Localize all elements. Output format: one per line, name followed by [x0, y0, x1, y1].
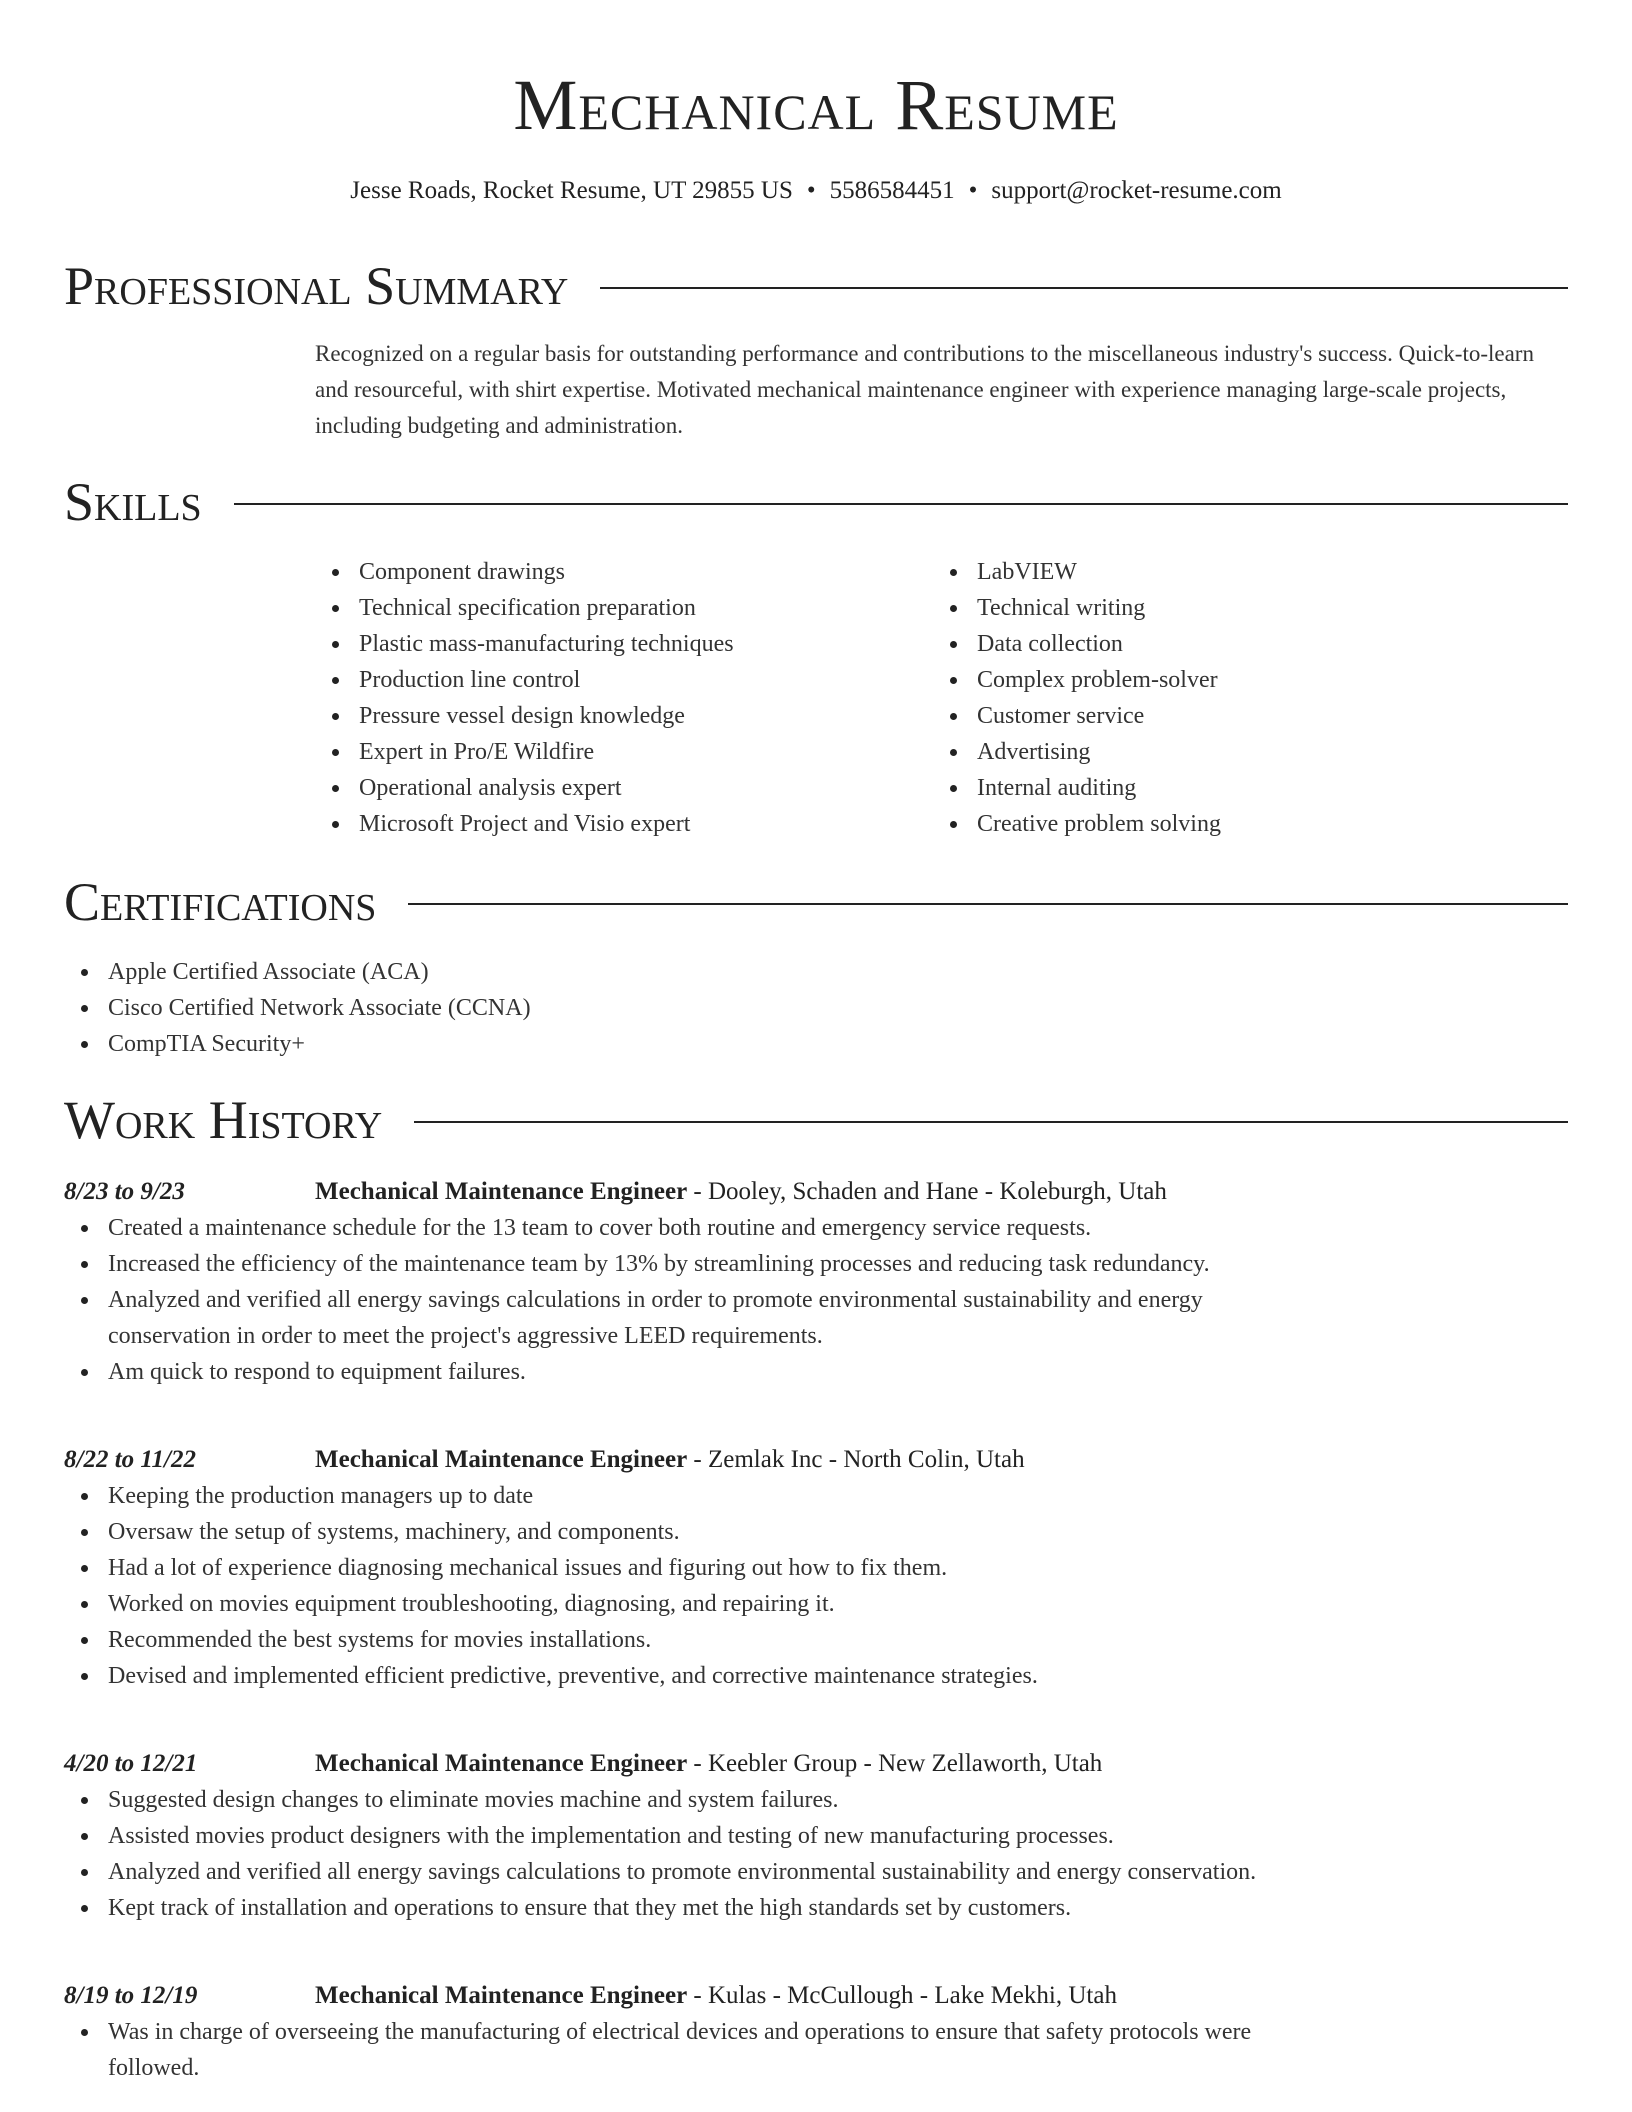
job-bullet: Recommended the best systems for movies installations.	[64, 1622, 1316, 1658]
skill-item: Plastic mass-manufacturing techniques	[315, 626, 933, 662]
job-title-line	[315, 1178, 1167, 1206]
job-bullet: Worked on movies equipment troubleshooting, diagnosing, and repairing it.	[64, 1586, 1316, 1622]
job-entry	[64, 1978, 1568, 2086]
section-divider	[414, 1121, 1568, 1123]
job-bullets	[64, 1782, 1316, 1926]
job-header	[64, 1174, 1568, 1210]
skills-heading-row	[64, 470, 1568, 534]
resume-name: Mechanical Resume	[513, 65, 1119, 145]
job-bullets	[64, 1210, 1316, 1390]
job-bullet: Suggested design changes to eliminate movies machine and system failures.	[64, 1782, 1316, 1818]
skills-columns	[315, 554, 1567, 842]
certification-item: Apple Certified Associate (ACA)	[64, 954, 1316, 990]
skill-item: Advertising	[933, 734, 1551, 770]
job-bullet: Oversaw the setup of systems, machinery, and components.	[64, 1514, 1316, 1550]
job-title: Mechanical Maintenance Engineer	[315, 1446, 688, 1473]
job-bullet: Analyzed and verified all energy savings calculations in order to promote environmental sustainability and energy conservation in order to meet the project's aggressive LEED requirements.	[64, 1282, 1316, 1354]
job-bullet: Assisted movies product designers with the implementation and testing of new manufacturing processes.	[64, 1818, 1316, 1854]
skill-item: Operational analysis expert	[315, 770, 933, 806]
job-bullet: Was in charge of overseeing the manufacturing of electrical devices and operations to ensure that safety protocols were followed.	[64, 2014, 1316, 2086]
job-bullet: Am quick to respond to equipment failures.	[64, 1354, 1316, 1390]
job-bullet: Kept track of installation and operations to ensure that they met the high standards set by customers.	[64, 1890, 1316, 1926]
job-entry	[64, 1746, 1568, 1926]
skill-item: Pressure vessel design knowledge	[315, 698, 933, 734]
skill-item: Customer service	[933, 698, 1551, 734]
section-divider	[234, 503, 1568, 505]
skill-item: Microsoft Project and Visio expert	[315, 806, 933, 842]
job-bullet: Analyzed and verified all energy savings calculations to promote environmental sustainability and energy conservation.	[64, 1854, 1316, 1890]
section-divider	[600, 287, 1568, 289]
skill-item: Internal auditing	[933, 770, 1551, 806]
summary-text: Recognized on a regular basis for outstanding performance and contributions to the miscellaneous industry's success. Quick-to-learn and resourceful, with shirt expertise. Motivated mechanical maintenance engineer with experience managing large-scale projects, including budgeting and administration.	[315, 341, 1534, 438]
skill-item: Expert in Pro/E Wildfire	[315, 734, 933, 770]
job-title: Mechanical Maintenance Engineer	[315, 1750, 688, 1777]
job-title: Mechanical Maintenance Engineer	[315, 1982, 688, 2009]
job-employer: - Keebler Group - New Zellaworth, Utah	[687, 1750, 1103, 1777]
job-dates: 8/22 to 11/22	[64, 1446, 196, 1473]
job-bullets	[64, 1478, 1316, 1694]
certifications-heading: Certifications	[64, 872, 377, 932]
certifications-list	[64, 954, 1316, 1062]
job-dates: 4/20 to 12/21	[64, 1750, 198, 1777]
certification-item: CompTIA Security+	[64, 1026, 1316, 1062]
job-entry	[64, 1174, 1568, 1390]
job-bullet: Keeping the production managers up to date	[64, 1478, 1316, 1514]
job-employer: - Dooley, Schaden and Hane - Koleburgh, Utah	[687, 1178, 1167, 1205]
contact-address: Jesse Roads, Rocket Resume, UT 29855 US	[350, 177, 793, 204]
job-employer: - Kulas - McCullough - Lake Mekhi, Utah	[687, 1982, 1117, 2009]
job-bullet: Increased the efficiency of the maintenance team by 13% by streamlining processes and reducing task redundancy.	[64, 1246, 1316, 1282]
skill-item: Complex problem-solver	[933, 662, 1551, 698]
summary-heading-row	[64, 254, 1568, 318]
job-title-line	[315, 1982, 1117, 2010]
contact-email: support@rocket-resume.com	[991, 177, 1282, 204]
skills-section	[64, 470, 1568, 842]
contact-phone: 5586584451	[829, 177, 955, 204]
job-header	[64, 1746, 1568, 1782]
job-bullet: Created a maintenance schedule for the 13 team to cover both routine and emergency service requests.	[64, 1210, 1316, 1246]
summary-heading: Professional Summary	[64, 256, 569, 316]
skill-item: Technical specification preparation	[315, 590, 933, 626]
section-divider	[408, 903, 1568, 905]
skill-item: Data collection	[933, 626, 1551, 662]
job-header	[64, 1978, 1568, 2014]
contact-line	[0, 174, 1632, 208]
job-dates: 8/19 to 12/19	[64, 1982, 198, 2009]
skill-item: Production line control	[315, 662, 933, 698]
skills-heading: Skills	[64, 472, 202, 532]
skills-list-right	[933, 554, 1551, 842]
skills-list-left	[315, 554, 933, 842]
job-employer: - Zemlak Inc - North Colin, Utah	[687, 1446, 1025, 1473]
job-dates: 8/23 to 9/23	[64, 1178, 185, 1205]
skill-item: LabVIEW	[933, 554, 1551, 590]
summary-section	[64, 254, 1568, 444]
certifications-heading-row	[64, 870, 1568, 934]
work-history-section	[64, 1088, 1568, 1152]
job-bullet: Devised and implemented efficient predictive, preventive, and corrective maintenance strategies.	[64, 1658, 1316, 1694]
certification-item: Cisco Certified Network Associate (CCNA)	[64, 990, 1316, 1026]
work-history-heading-row	[64, 1088, 1568, 1152]
job-entry	[64, 1442, 1568, 1694]
job-title: Mechanical Maintenance Engineer	[315, 1178, 688, 1205]
job-bullet: Had a lot of experience diagnosing mechanical issues and figuring out how to fix them.	[64, 1550, 1316, 1586]
certifications-section	[64, 870, 1568, 1062]
contact-separator: •	[968, 177, 978, 204]
job-bullets	[64, 2014, 1316, 2086]
job-header	[64, 1442, 1568, 1478]
work-history-heading: Work History	[64, 1090, 383, 1150]
skill-item: Component drawings	[315, 554, 933, 590]
job-title-line	[315, 1750, 1102, 1778]
skill-item: Creative problem solving	[933, 806, 1551, 842]
job-title-line	[315, 1446, 1025, 1474]
contact-separator: •	[806, 177, 816, 204]
skill-item: Technical writing	[933, 590, 1551, 626]
